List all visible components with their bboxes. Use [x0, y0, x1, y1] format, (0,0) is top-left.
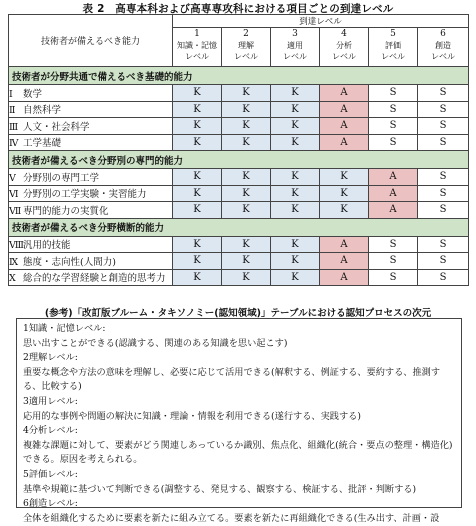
level-cell: K — [222, 202, 271, 219]
reference-line: 応用的な事例や問題の解決に知識・理論・情報を利用できる(遂行する、実践する) — [23, 410, 361, 422]
ability-label: 総合的な学習経験と創造的思考力 — [23, 273, 166, 285]
table-row — [9, 185, 469, 202]
ability-item — [9, 118, 173, 135]
level-number: 4 — [320, 28, 369, 41]
level-cell: A — [320, 269, 369, 286]
level-cell: K — [271, 236, 320, 253]
level-cell: K — [222, 101, 271, 118]
ability-item — [9, 269, 173, 286]
level-cell: K — [271, 85, 320, 102]
level-cell: A — [320, 118, 369, 135]
level-cell: K — [271, 101, 320, 118]
level-cell: S — [418, 134, 469, 151]
reference-line: 基準や規範に基づいて判断できる(調整する、発見する、観察する、検証する、批評・判断する) — [23, 483, 417, 495]
achievement-level-table — [8, 14, 469, 286]
level-cell: K — [320, 185, 369, 202]
table-row — [9, 269, 469, 286]
level-cell: K — [271, 118, 320, 135]
level-number: 5 — [369, 28, 418, 41]
level-cell: K — [173, 253, 222, 270]
ability-number: Ⅱ — [9, 105, 16, 117]
reference-line: 全体を組織化するために要素を新たに組み立てる。要素を新たに再組織化できる(生み出す、計画・設 — [23, 512, 440, 524]
level-cell: A — [320, 85, 369, 102]
reference-title: (参考)「改訂版ブルーム・タキソノミー(認知領域)」テーブルにおける認知プロセスの次元 — [44, 308, 432, 319]
level-cell: S — [418, 85, 469, 102]
table-row — [9, 253, 469, 270]
ability-number: Ⅳ — [9, 138, 19, 150]
ability-label: 分野別の工学実験・実習能力 — [23, 189, 147, 201]
ability-item — [9, 185, 173, 202]
level-cell: A — [369, 169, 418, 186]
level-number: 1 — [173, 28, 222, 41]
ability-label: 汎用的技能 — [23, 240, 71, 252]
level-cell: K — [222, 269, 271, 286]
corner-label: 技術者が備えるべき能力 — [9, 15, 173, 67]
reference-box — [16, 318, 462, 524]
ability-label: 分野別の専門工学 — [23, 172, 100, 184]
level-name: 適用 レベル — [271, 40, 320, 67]
ability-number: Ⅶ — [9, 205, 22, 217]
table-title: 表 2 高専本科および高専専攻科における項目ごとの到達レベル — [82, 3, 394, 15]
ability-number: Ⅲ — [9, 121, 19, 133]
level-cell: K — [173, 85, 222, 102]
ability-number: Ⅵ — [9, 189, 19, 201]
reference-line: 3適用レベル: — [23, 395, 78, 407]
level-cell: K — [222, 85, 271, 102]
level-name: 評価 レベル — [369, 40, 418, 67]
level-header: 到達レベル — [173, 15, 469, 28]
reference-line: 5評価レベル: — [23, 468, 78, 480]
ability-number: Ⅴ — [9, 172, 16, 184]
level-cell: K — [173, 202, 222, 219]
level-name: 知識・記憶 レベル — [173, 40, 222, 67]
section-header: 技術者が備えるべき分野横断的能力 — [9, 218, 469, 236]
level-cell: S — [369, 269, 418, 286]
reference-line: 思い出すことができる(認識する、関連のある知識を思い起こす) — [23, 337, 288, 349]
level-name: 創造 レベル — [418, 40, 469, 67]
reference-line: 2理解レベル: — [23, 352, 78, 364]
table-row — [9, 169, 469, 186]
level-cell: A — [320, 101, 369, 118]
level-cell: K — [173, 118, 222, 135]
level-cell: K — [222, 236, 271, 253]
ability-item — [9, 134, 173, 151]
level-cell: S — [418, 236, 469, 253]
level-number: 2 — [222, 28, 271, 41]
ability-label: 数学 — [23, 88, 43, 100]
table-row — [9, 118, 469, 135]
section-header: 技術者が備えるべき分野別の専門的能力 — [9, 151, 469, 169]
table-row — [9, 101, 469, 118]
level-cell: A — [320, 236, 369, 253]
ability-number: Ⅹ — [9, 273, 16, 285]
reference-line: 複雑な課題に対して、要素がどう関連しあっているか識別、焦点化、組織化(統合・要点の整理・構造化)できる。原因を考えられる。 — [23, 439, 453, 466]
level-cell: K — [222, 169, 271, 186]
ability-item — [9, 85, 173, 102]
level-cell: K — [173, 236, 222, 253]
table-row — [9, 85, 469, 102]
level-cell: S — [418, 253, 469, 270]
level-cell: S — [418, 118, 469, 135]
level-cell: S — [418, 269, 469, 286]
level-cell: S — [418, 169, 469, 186]
ability-item — [9, 169, 173, 186]
ability-number: Ⅰ — [9, 88, 13, 100]
level-cell: S — [369, 236, 418, 253]
level-cell: A — [369, 185, 418, 202]
level-cell: K — [271, 169, 320, 186]
ability-number: Ⅷ — [9, 240, 24, 252]
level-cell: S — [369, 253, 418, 270]
level-cell: A — [320, 253, 369, 270]
level-cell: K — [173, 101, 222, 118]
level-cell: S — [418, 185, 469, 202]
level-cell: K — [271, 269, 320, 286]
level-cell: K — [271, 253, 320, 270]
level-cell: K — [222, 185, 271, 202]
table-row — [9, 236, 469, 253]
level-cell: S — [369, 101, 418, 118]
level-cell: S — [369, 134, 418, 151]
level-name: 分析 レベル — [320, 40, 369, 67]
level-cell: S — [369, 85, 418, 102]
level-cell: K — [173, 185, 222, 202]
level-cell: K — [271, 185, 320, 202]
level-number: 6 — [418, 28, 469, 41]
level-cell: K — [320, 202, 369, 219]
level-cell: A — [369, 202, 418, 219]
level-cell: K — [271, 134, 320, 151]
ability-label: 態度・志向性(人間力) — [23, 256, 116, 268]
ability-item — [9, 253, 173, 270]
reference-line: 4分析レベル: — [23, 425, 78, 437]
level-cell: K — [222, 253, 271, 270]
ability-label: 人文・社会科学 — [23, 121, 90, 133]
ability-item — [9, 202, 173, 219]
level-cell: K — [320, 169, 369, 186]
ability-item — [9, 236, 173, 253]
level-number: 3 — [271, 28, 320, 41]
level-cell: S — [418, 202, 469, 219]
level-cell: K — [173, 169, 222, 186]
reference-line: 重要な概念や方法の意味を理解し、必要に応じて活用できる(解釈する、例証する、要約する、推測する、比較する) — [23, 366, 441, 393]
table-row — [9, 202, 469, 219]
ability-item — [9, 101, 173, 118]
level-cell: S — [369, 118, 418, 135]
level-cell: K — [222, 118, 271, 135]
level-name: 理解 レベル — [222, 40, 271, 67]
ability-number: Ⅸ — [9, 256, 19, 268]
reference-line: 6創造レベル: — [23, 498, 78, 510]
level-cell: A — [320, 134, 369, 151]
level-cell: K — [271, 202, 320, 219]
ability-label: 専門的能力の実質化 — [23, 205, 109, 217]
level-cell: K — [173, 134, 222, 151]
level-cell: K — [173, 269, 222, 286]
table-row — [9, 134, 469, 151]
level-cell: S — [418, 101, 469, 118]
ability-label: 自然科学 — [23, 105, 62, 117]
reference-line: 1知識・記憶レベル: — [23, 323, 106, 334]
level-cell: K — [222, 134, 271, 151]
ability-label: 工学基礎 — [23, 138, 62, 150]
section-header: 技術者が分野共通で備えるべき基礎的能力 — [9, 67, 469, 85]
